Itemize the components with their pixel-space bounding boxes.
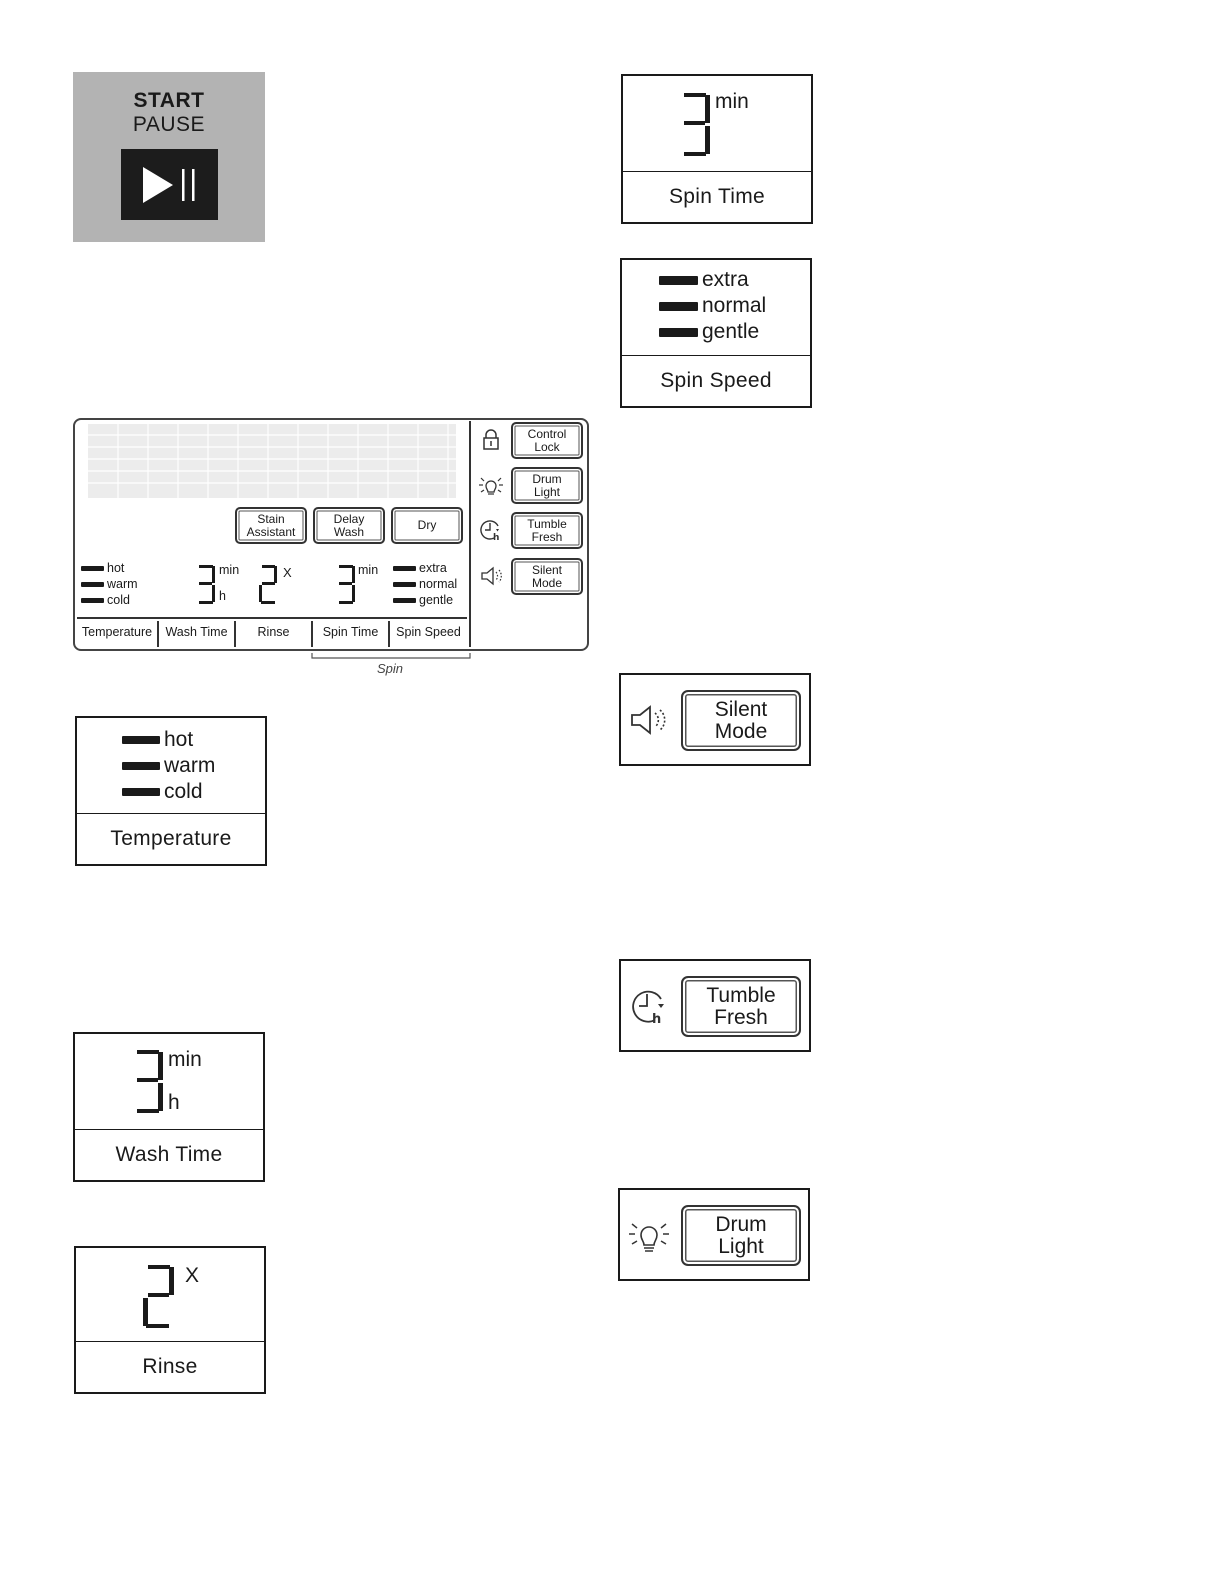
panel-divider <box>469 421 471 647</box>
wash-time-card <box>73 1032 265 1182</box>
panel-speed-extra: extra <box>419 561 447 575</box>
panel-speed-gentle: gentle <box>419 593 454 607</box>
bulb-icon <box>628 1216 670 1256</box>
lock-icon <box>480 428 502 452</box>
panel-wash-time-unit-h: h <box>219 589 226 603</box>
drum-light-line2: Light <box>718 1234 764 1258</box>
panel-label-temperature[interactable]: Temperature <box>81 625 153 639</box>
spin-speed-options <box>659 267 766 345</box>
panel-temp-cold: cold <box>107 593 130 607</box>
pause-label: PAUSE <box>132 113 206 136</box>
spin-time-digit <box>681 93 713 157</box>
svg-text:h: h <box>493 533 500 542</box>
speed-extra: extra <box>702 268 749 291</box>
panel-temp-warm: warm <box>107 577 138 591</box>
clock-h-icon <box>629 987 669 1025</box>
spin-speed-label: Spin Speed <box>622 355 810 406</box>
start-pause-button[interactable] <box>121 149 218 220</box>
silent-mode-line1: Silent <box>714 697 768 721</box>
temperature-label: Temperature <box>77 813 265 864</box>
speed-normal: normal <box>702 294 767 317</box>
control-lock-button[interactable]: Control Lock <box>511 422 583 459</box>
spin-time-unit: min <box>715 90 749 113</box>
rinse-digit <box>141 1265 175 1329</box>
drum-light-card <box>618 1188 810 1281</box>
drum-light-line1: Drum <box>715 1212 767 1236</box>
bulb-icon <box>478 473 504 499</box>
silent-mode-button-large[interactable] <box>681 690 801 751</box>
panel-temperature-indicators <box>81 560 138 608</box>
wash-time-digit <box>134 1050 166 1114</box>
panel-spin-speed-indicators <box>393 560 457 608</box>
panel-label-spin-time[interactable]: Spin Time <box>322 625 379 639</box>
temperature-options <box>122 727 215 805</box>
dot-matrix-display <box>88 424 456 498</box>
panel-speed-normal: normal <box>419 577 458 591</box>
start-pause-panel <box>73 72 265 242</box>
rinse-unit: X <box>185 1264 200 1287</box>
panel-spin-time-unit: min <box>358 563 379 577</box>
panel-label-rinse[interactable]: Rinse <box>257 625 290 639</box>
delay-wash-button[interactable]: Delay Wash <box>313 507 385 544</box>
svg-text:h: h <box>652 1012 662 1025</box>
speed-gentle: gentle <box>702 320 760 343</box>
tumble-fresh-button[interactable]: Tumble Fresh <box>511 512 583 549</box>
tumble-fresh-line1: Tumble <box>706 983 776 1007</box>
panel-wash-time-digit <box>197 565 219 605</box>
temp-hot: hot <box>164 728 194 751</box>
clock-h-icon <box>479 518 503 542</box>
silent-mode-card <box>619 673 811 766</box>
rinse-label: Rinse <box>76 1341 264 1392</box>
temp-warm: warm <box>164 754 216 777</box>
spin-time-label: Spin Time <box>623 171 811 222</box>
speaker-icon <box>480 565 506 587</box>
temp-cold: cold <box>164 780 203 803</box>
spin-group-label: Spin <box>376 661 404 676</box>
panel-wash-time-unit-min: min <box>219 563 240 577</box>
start-label: START <box>133 89 205 112</box>
wash-time-unit-h: h <box>168 1091 180 1114</box>
silent-mode-button[interactable]: Silent Mode <box>511 558 583 595</box>
tumble-fresh-card <box>619 959 811 1052</box>
panel-label-spin-speed[interactable]: Spin Speed <box>396 625 461 639</box>
silent-mode-line2: Mode <box>714 719 768 743</box>
play-pause-icon <box>121 149 218 220</box>
spin-time-card <box>621 74 813 224</box>
panel-label-wash-time[interactable]: Wash Time <box>165 625 228 639</box>
temperature-card <box>75 716 267 866</box>
wash-time-unit-min: min <box>168 1048 202 1071</box>
drum-light-button[interactable]: Drum Light <box>511 467 583 504</box>
panel-spin-time-digit <box>337 565 359 605</box>
speaker-icon <box>629 703 671 737</box>
wash-time-label: Wash Time <box>75 1129 263 1180</box>
dry-button[interactable]: Dry <box>391 507 463 544</box>
stain-assistant-button[interactable]: Stain Assistant <box>235 507 307 544</box>
panel-rinse-digit <box>258 565 280 605</box>
panel-temp-hot: hot <box>107 561 125 575</box>
tumble-fresh-button-large[interactable] <box>681 976 801 1037</box>
spin-speed-card <box>620 258 812 408</box>
drum-light-button-large[interactable] <box>681 1205 801 1266</box>
tumble-fresh-line2: Fresh <box>714 1005 768 1029</box>
panel-rinse-unit: X <box>283 565 292 580</box>
rinse-card <box>74 1246 266 1394</box>
